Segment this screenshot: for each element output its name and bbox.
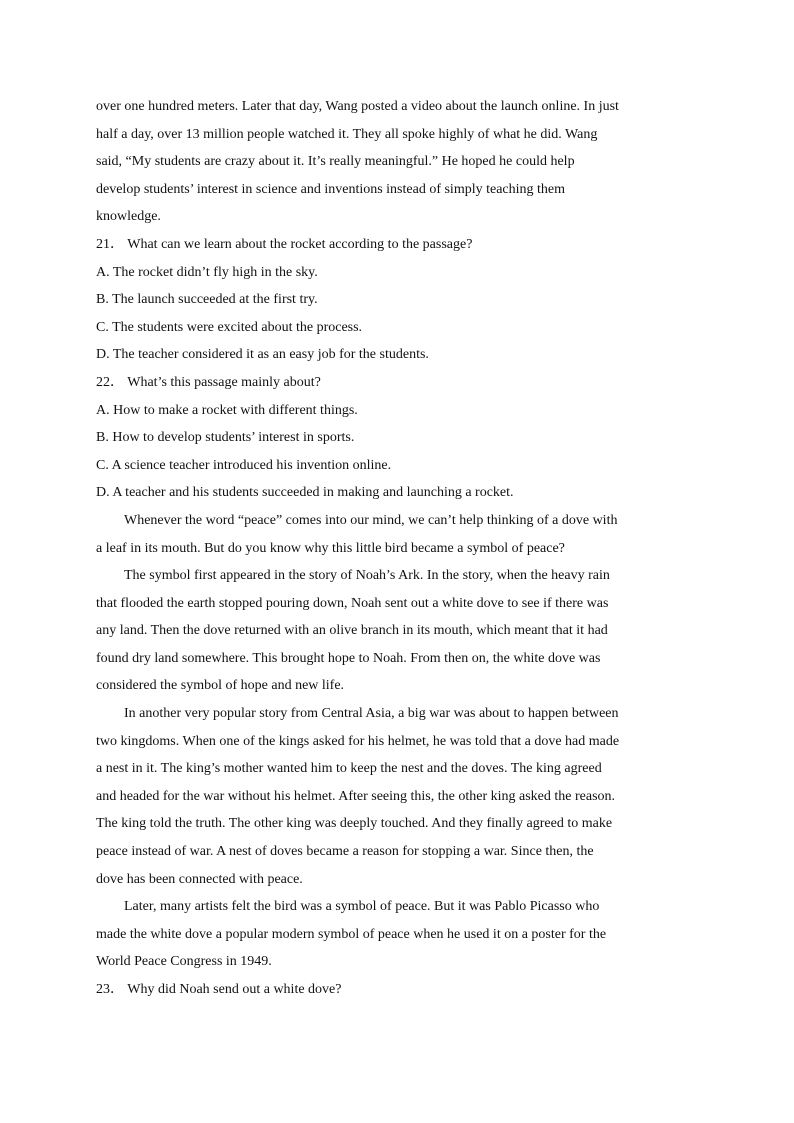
text-line: that flooded the earth stopped pouring down, Noah sent out a white dove to see if there was [96, 595, 609, 611]
option-c: C. The students were excited about the process. [96, 319, 363, 335]
question-22 [96, 369, 696, 507]
text-line: The symbol first appeared in the story of Noah’s Ark. In the story, when the heavy rain [124, 568, 610, 584]
option-a: A. How to make a rocket with different things. [96, 402, 358, 418]
text-line: any land. Then the dove returned with an olive branch in its mouth, which meant that it had [96, 623, 608, 639]
question-text: 22． What’s this passage mainly about? [96, 374, 321, 390]
text-line: a nest in it. The king’s mother wanted him to keep the nest and the doves. The king agreed [96, 761, 602, 777]
passage2 [96, 507, 696, 976]
paragraph [96, 562, 696, 700]
text-line: Later, many artists felt the bird was a symbol of peace. But it was Pablo Picasso who [124, 899, 600, 915]
text-line: The king told the truth. The other king was deeply touched. And they finally agreed to make [96, 816, 613, 832]
option-a: A. The rocket didn’t fly high in the sky. [96, 264, 318, 280]
text-line: over one hundred meters. Later that day, Wang posted a video about the launch online. In just [96, 99, 619, 114]
text-line: knowledge. [96, 209, 161, 225]
question-text: 23． Why did Noah send out a white dove? [96, 982, 342, 997]
text-line: develop students’ interest in science and inventions instead of simply teaching them [96, 181, 566, 197]
text-line: made the white dove a popular modern symbol of peace when he used it on a poster for the [96, 926, 607, 942]
text-line: and headed for the war without his helmet. After seeing this, the other king asked the reason. [96, 788, 616, 804]
passage1-ending [96, 93, 696, 231]
text-line: In another very popular story from Central Asia, a big war was about to happen between [124, 706, 619, 722]
text-line: a leaf in its mouth. But do you know why this little bird became a symbol of peace? [96, 540, 565, 556]
question-21 [96, 231, 696, 369]
question-23 [96, 976, 696, 1004]
text-line: said, “My students are crazy about it. It’s really meaningful.” He hoped he could help [96, 154, 575, 170]
text-line: World Peace Congress in 1949. [96, 954, 272, 970]
option-b: B. The launch succeeded at the first try. [96, 292, 318, 308]
text-line: half a day, over 13 million people watched it. They all spoke highly of what he did. Wang [96, 126, 598, 142]
option-c: C. A science teacher introduced his invention online. [96, 457, 392, 473]
text-line: considered the symbol of hope and new life. [96, 678, 345, 694]
text-line: Whenever the word “peace” comes into our mind, we can’t help thinking of a dove with [124, 512, 618, 528]
document-page [96, 93, 696, 1004]
text-line: found dry land somewhere. This brought hope to Noah. From then on, the white dove was [96, 650, 601, 666]
paragraph [96, 893, 696, 976]
option-b: B. How to develop students’ interest in sports. [96, 430, 355, 446]
option-d: D. A teacher and his students succeeded in making and launching a rocket. [96, 485, 514, 501]
text-line: dove has been connected with peace. [96, 871, 303, 887]
paragraph [96, 507, 696, 562]
paragraph [96, 700, 696, 893]
question-text: 21． What can we learn about the rocket according to the passage? [96, 236, 473, 252]
text-line: two kingdoms. When one of the kings asked for his helmet, he was told that a dove had made [96, 733, 620, 749]
option-d: D. The teacher considered it as an easy job for the students. [96, 347, 429, 363]
text-line: peace instead of war. A nest of doves became a reason for stopping a war. Since then, the [96, 844, 594, 860]
